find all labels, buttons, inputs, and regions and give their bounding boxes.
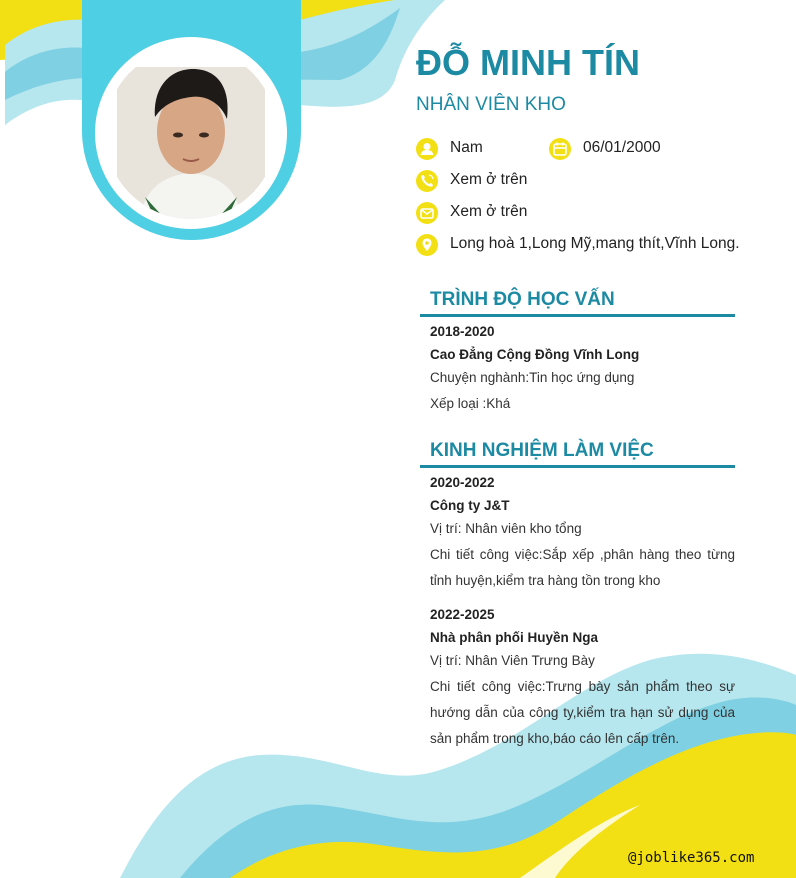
experience-heading: KINH NGHIỆM LÀM VIỆC (420, 437, 735, 468)
experience-period: 2022-2025 (430, 607, 495, 622)
candidate-name: ĐỖ MINH TÍN (416, 42, 640, 83)
education-entry (420, 317, 735, 417)
experience-section (420, 437, 735, 752)
user-icon (416, 138, 438, 160)
watermark: @joblike365.com (628, 850, 755, 866)
mail-icon (416, 202, 438, 224)
address-value: Long hoà 1,Long Mỹ,mang thít,Vĩnh Long. (450, 235, 740, 252)
experience-details: Chi tiết công việc:Trưng bày sản phẩm theo sự hướng dẫn của công ty,kiểm tra hạn sử dụng của sản phẩm trong kho,báo cáo lên cấp trên. (430, 679, 735, 746)
education-major: Chuyện nghành:Tin học ứng dụng (430, 370, 635, 385)
phone-icon (416, 170, 438, 192)
portrait-illustration (105, 47, 277, 219)
experience-company: Nhà phân phối Huyền Nga (430, 630, 599, 645)
job-title: NHÂN VIÊN KHO (416, 94, 566, 115)
experience-company: Công ty J&T (430, 498, 510, 513)
profile-photo (105, 47, 277, 219)
experience-details: Chi tiết công việc:Sắp xếp ,phân hàng theo từng tỉnh huyện,kiểm tra hàng tồn trong kho (430, 547, 735, 588)
experience-entry-1 (420, 468, 735, 752)
education-grade: Xếp loại :Khá (430, 396, 511, 411)
gender-value: Nam (450, 139, 483, 156)
calendar-icon (549, 138, 571, 160)
email-value: Xem ở trên (450, 203, 528, 220)
education-heading: TRÌNH ĐỘ HỌC VẤN (420, 286, 735, 317)
location-pin-icon (416, 234, 438, 256)
experience-position: Vị trí: Nhân Viên Trưng Bày (430, 653, 595, 668)
phone-value: Xem ở trên (450, 171, 528, 188)
birthday-value: 06/01/2000 (583, 139, 661, 156)
education-section (420, 286, 735, 417)
education-period: 2018-2020 (430, 324, 495, 339)
experience-position: Vị trí: Nhân viên kho tổng (430, 521, 582, 536)
experience-period: 2020-2022 (430, 475, 495, 490)
education-school: Cao Đẳng Cộng Đồng Vĩnh Long (430, 347, 640, 362)
